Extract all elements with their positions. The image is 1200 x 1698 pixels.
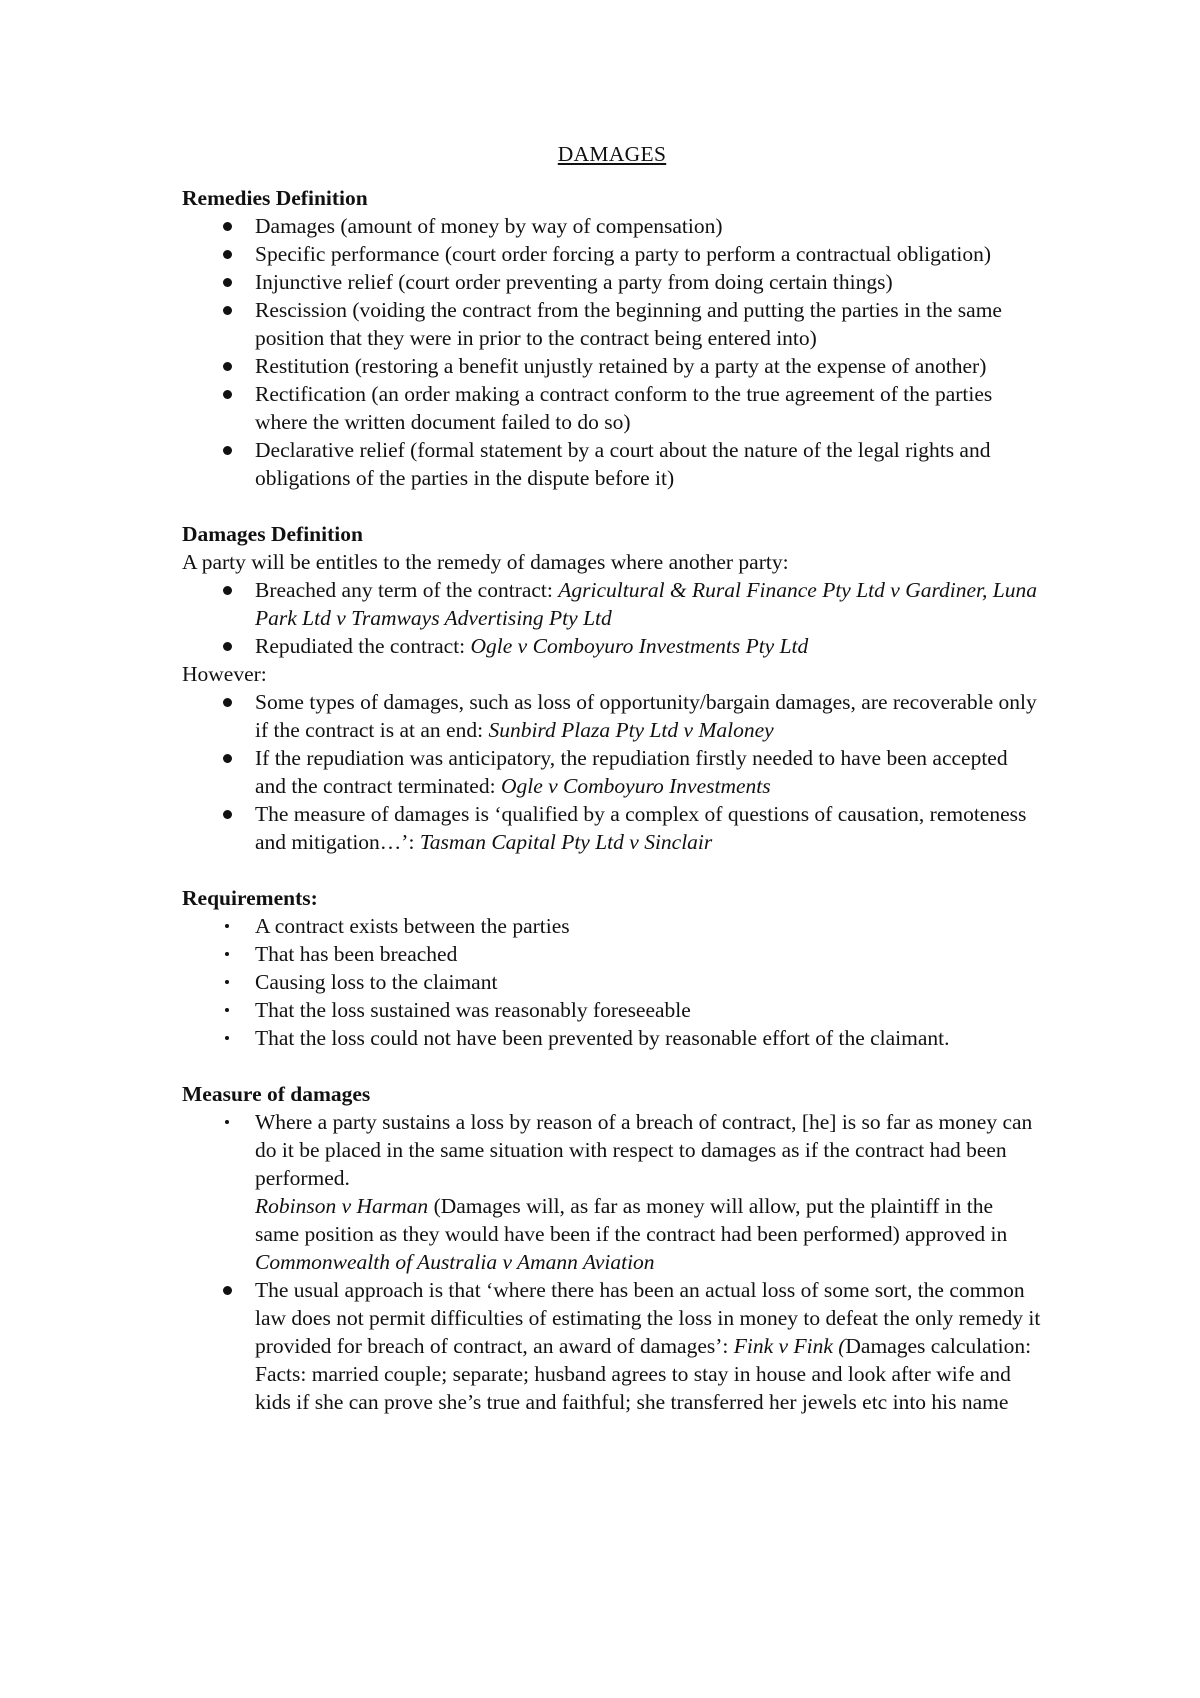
document-page	[182, 140, 1042, 1416]
list-item: Causing loss to the claimant	[255, 970, 498, 994]
list-item: Rectification (an order making a contract conform to the true agreement of the parties where the written document failed to do so)	[255, 382, 993, 434]
list-item: The usual approach is that ‘where there has been an actual loss of some sort, the common law does not permit difficulties of estimating the loss in money to defeat the only remedy it provided for breach of contract, an award of damages’: Fink v Fink (Damages calculation: Facts: married couple; separate; husband agrees to stay in house and look after wife and kids if she can prove she’s true and faithful; she transferred her jewels etc into his name	[255, 1278, 1041, 1414]
list-item: Injunctive relief (court order preventing a party from doing certain things)	[255, 270, 893, 294]
remedies-section	[182, 184, 1042, 492]
case-citation: Commonwealth of Australia v Amann Aviation	[255, 1250, 655, 1274]
however-label: However:	[182, 662, 267, 686]
damages-definition-section	[182, 520, 1042, 856]
measure-section	[182, 1080, 1042, 1416]
list-item: That the loss sustained was reasonably foreseeable	[255, 998, 691, 1022]
list-item: That the loss could not have been prevented by reasonable effort of the claimant.	[255, 1026, 950, 1050]
list-item: Where a party sustains a loss by reason of a breach of contract, [he] is so far as money can do it be placed in the same situation with respect to damages as if the contract had been performed. Robinson v Harman (Damages will, as far as money will allow, put the plaintiff in the same position as they would have been if the contract had been performed) approved in Commonwealth of Australia v Amann Aviation	[182, 1108, 1042, 1276]
document-title: DAMAGES	[557, 142, 667, 166]
list-item: A contract exists between the parties	[255, 914, 570, 938]
case-citation: Agricultural & Rural Finance Pty Ltd v Gardiner, Luna Park Ltd v Tramways Advertising Pty Ltd	[255, 578, 1037, 630]
list-item: Damages (amount of money by way of compensation)	[255, 214, 723, 238]
case-citation: Ogle v Comboyuro Investments	[500, 774, 771, 798]
requirements-heading: Requirements:	[182, 886, 318, 910]
case-citation: Robinson v Harman	[255, 1194, 429, 1218]
requirements-list	[182, 912, 1042, 1052]
list-item: Restitution (restoring a benefit unjustly retained by a party at the expense of another)	[255, 354, 987, 378]
list-item: Some types of damages, such as loss of opportunity/bargain damages, are recoverable only if the contract is at an end: Sunbird Plaza Pty Ltd v Maloney	[255, 690, 1037, 742]
remedies-list	[182, 212, 1042, 492]
list-item: Specific performance (court order forcing a party to perform a contractual obligation)	[255, 242, 992, 266]
damages-definition-intro: A party will be entitles to the remedy of damages where another party:	[182, 550, 789, 574]
list-item: If the repudiation was anticipatory, the repudiation firstly needed to have been accepted and the contract terminated: Ogle v Comboyuro Investments	[255, 746, 1008, 798]
remedies-heading: Remedies Definition	[182, 186, 368, 210]
damages-definition-list	[182, 576, 1042, 660]
case-citation: Fink v Fink (	[733, 1334, 846, 1358]
requirements-section	[182, 884, 1042, 1052]
list-item: Declarative relief (formal statement by a court about the nature of the legal rights and obligations of the parties in the dispute before it)	[255, 438, 991, 490]
however-list	[182, 688, 1042, 856]
case-citation: Sunbird Plaza Pty Ltd v Maloney	[488, 718, 774, 742]
measure-note: Robinson v Harman (Damages will, as far as money will allow, put the plaintiff in the same position as they would have been if the contract had been performed) approved in Commonwealth of Australia v Amann Aviation	[255, 1194, 1008, 1274]
measure-heading: Measure of damages	[182, 1082, 371, 1106]
damages-definition-heading: Damages Definition	[182, 522, 363, 546]
case-citation: Tasman Capital Pty Ltd v Sinclair	[419, 830, 713, 854]
list-item: Breached any term of the contract: Agricultural & Rural Finance Pty Ltd v Gardiner, Luna Park Ltd v Tramways Advertising Pty Ltd	[255, 578, 1037, 630]
list-item: The measure of damages is ‘qualified by a complex of questions of causation, remoteness and mitigation…’: Tasman Capital Pty Ltd v Sinclair	[255, 802, 1027, 854]
case-citation: Ogle v Comboyuro Investments Pty Ltd	[470, 634, 809, 658]
list-item: Rescission (voiding the contract from the beginning and putting the parties in the same position that they were in prior to the contract being entered into)	[255, 298, 1002, 350]
list-item: That has been breached	[255, 942, 458, 966]
list-item: Repudiated the contract: Ogle v Comboyuro Investments Pty Ltd	[255, 634, 809, 658]
measure-list	[182, 1108, 1042, 1416]
